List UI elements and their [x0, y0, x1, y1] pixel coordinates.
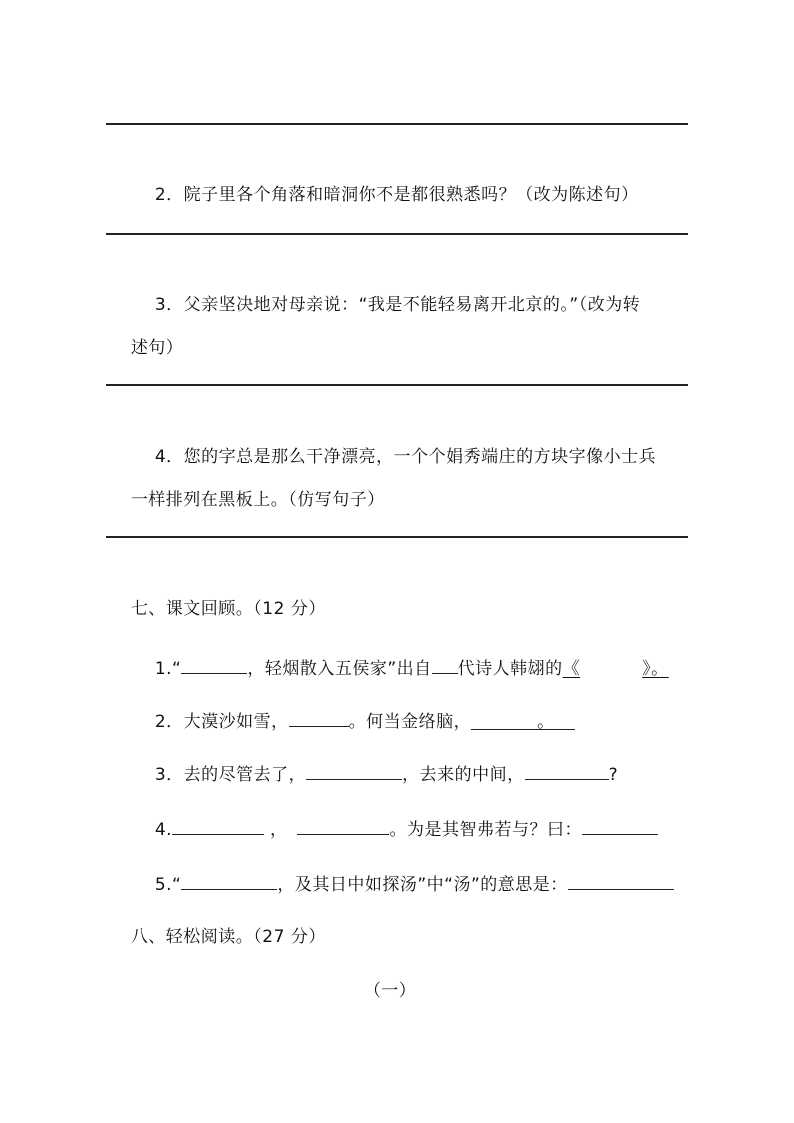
- item-3-text-a: 3．去的尽管去了，: [154, 765, 307, 785]
- item-5-blank-a[interactable]: [181, 871, 277, 890]
- question-3-text-1: 3．父亲坚决地对母亲说：“我是不能轻易离开北京的。”（改为转: [154, 295, 641, 315]
- answer-line-4[interactable]: [106, 536, 688, 538]
- item-4-blank-c[interactable]: [582, 816, 658, 835]
- item-2-text-b: 。何当金络脑，: [348, 712, 472, 732]
- item-3-blank-b[interactable]: [525, 761, 609, 780]
- item-5-blank-b[interactable]: [568, 871, 674, 890]
- item-4-blank-b[interactable]: [297, 816, 389, 835]
- section-7-item-5: [143, 849, 674, 896]
- item-4-prefix: 4.: [154, 820, 173, 840]
- answer-line-1[interactable]: [106, 123, 688, 125]
- item-1-blank-b[interactable]: [432, 655, 458, 674]
- question-3-text-2: 述句）: [130, 338, 184, 358]
- question-3-line-2: [119, 315, 183, 359]
- answer-line-2[interactable]: [106, 233, 688, 235]
- section-8-heading-text: 八、轻松阅读。（27 分）: [130, 927, 326, 947]
- section-8-subheading: [352, 958, 416, 1002]
- question-2-text: 2．院子里各个角落和暗洞你不是都很熟悉吗？（改为陈述句）: [154, 185, 639, 205]
- item-2-period: 。: [537, 712, 555, 732]
- section-8-sub-text: （一）: [363, 981, 417, 1001]
- item-1-open-bracket: 《: [562, 659, 581, 679]
- item-4-text-c: 。为是其智弗若与？曰：: [389, 820, 582, 840]
- item-2-blank-b[interactable]: [471, 711, 575, 730]
- item-1-close-bracket: 》。: [642, 659, 669, 679]
- section-7-item-3: [143, 739, 618, 786]
- item-1-prefix: 1.“: [154, 659, 182, 679]
- section-7-item-1: [143, 633, 675, 680]
- section-7-heading-text: 七、课文回顾。（12 分）: [130, 599, 326, 619]
- item-1-text-b: ，轻烟散入五侯家”出自: [247, 659, 432, 679]
- question-4-text-2: 一样排列在黑板上。（仿写句子）: [130, 490, 385, 510]
- item-5-text-b: ，及其日中如探汤”中“汤”的意思是：: [277, 875, 568, 895]
- question-3-line-1: [143, 272, 640, 316]
- question-4-line-1: [143, 424, 656, 468]
- section-7-item-4: [143, 794, 658, 841]
- item-3-text-c: ?: [608, 765, 619, 785]
- question-4-line-2: [119, 467, 385, 511]
- question-2: [143, 162, 639, 206]
- answer-line-3[interactable]: [106, 384, 688, 386]
- question-4-text-1: 4．您的字总是那么干净漂亮，一个个娟秀端庄的方块字像小士兵: [154, 447, 657, 467]
- section-7-heading: [119, 576, 326, 620]
- item-2-text-a: 2．大漠沙如雪，: [154, 712, 289, 732]
- section-7-item-2: [143, 686, 575, 733]
- section-8-heading: [119, 904, 326, 948]
- item-5-prefix: 5.“: [154, 875, 182, 895]
- item-1-text-c: 代诗人韩翃的: [457, 659, 563, 679]
- item-4-comma: ，: [264, 820, 288, 840]
- item-3-text-b: ，去来的中间，: [402, 765, 525, 785]
- item-2-blank-a[interactable]: [289, 708, 349, 727]
- item-1-title-blank[interactable]: [563, 659, 675, 679]
- item-1-blank-a[interactable]: [181, 655, 247, 674]
- item-4-blank-a[interactable]: [172, 816, 264, 835]
- item-3-blank-a[interactable]: [306, 761, 402, 780]
